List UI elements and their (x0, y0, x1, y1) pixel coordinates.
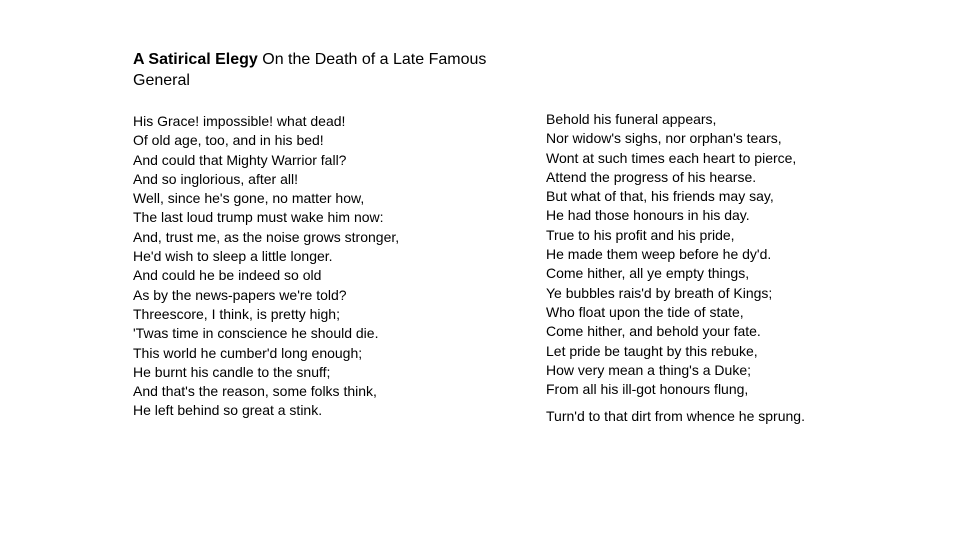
poem-line: Nor widow's sighs, nor orphan's tears, (546, 130, 782, 147)
poem-column-left (133, 112, 513, 421)
poem-final-line: Turn'd to that dirt from whence he sprung. (546, 408, 805, 424)
poem-column-right (546, 110, 926, 399)
poem-line: Come hither, and behold your fate. (546, 323, 761, 340)
poem-line: He made them weep before he dy'd. (546, 246, 772, 263)
poem-line: And could that Mighty Warrior fall? (133, 151, 347, 168)
poem-line: And that's the reason, some folks think, (133, 383, 377, 400)
poem-line: He burnt his candle to the snuff; (133, 363, 331, 380)
poem-line: Who float upon the tide of state, (546, 303, 744, 320)
poem-line: The last loud trump must wake him now: (133, 209, 384, 226)
poem-line: Behold his funeral appears, (546, 111, 717, 127)
poem-line: He left behind so great a stink. (133, 402, 323, 419)
poem-line: But what of that, his friends may say, (546, 188, 774, 205)
poem-title-rest: On the Death of a Late Famous General (133, 51, 487, 89)
poem-line: How very mean a thing's a Duke; (546, 361, 751, 378)
poem-line: Ye bubbles rais'd by breath of Kings; (546, 284, 773, 301)
poem-title-bold: A Satirical Elegy (133, 51, 258, 68)
poem-line: He'd wish to sleep a little longer. (133, 248, 333, 265)
poem-title (133, 49, 493, 91)
poem-line: Of old age, too, and in his bed! (133, 132, 324, 149)
poem-line: Let pride be taught by this rebuke, (546, 342, 758, 359)
poem-line: Well, since he's gone, no matter how, (133, 190, 365, 207)
poem-line: And, trust me, as the noise grows stronger, (133, 228, 400, 245)
poem-line: 'Twas time in conscience he should die. (133, 325, 379, 342)
poem-line: And could he be indeed so old (133, 267, 322, 284)
poem-line: This world he cumber'd long enough; (133, 344, 363, 361)
poem-line: As by the news-papers we're told? (133, 286, 347, 303)
poem-line: Wont at such times each heart to pierce, (546, 149, 797, 166)
poem-line: He had those honours in his day. (546, 207, 750, 224)
poem-line: His Grace! impossible! what dead! (133, 113, 346, 129)
poem-line: Come hither, all ye empty things, (546, 265, 750, 282)
poem-line: And so inglorious, after all! (133, 170, 298, 187)
poem-line: True to his profit and his pride, (546, 226, 735, 243)
poem-line: Threescore, I think, is pretty high; (133, 305, 340, 322)
poem-line: From all his ill-got honours flung, (546, 381, 749, 398)
poem-line: Attend the progress of his hearse. (546, 168, 757, 185)
